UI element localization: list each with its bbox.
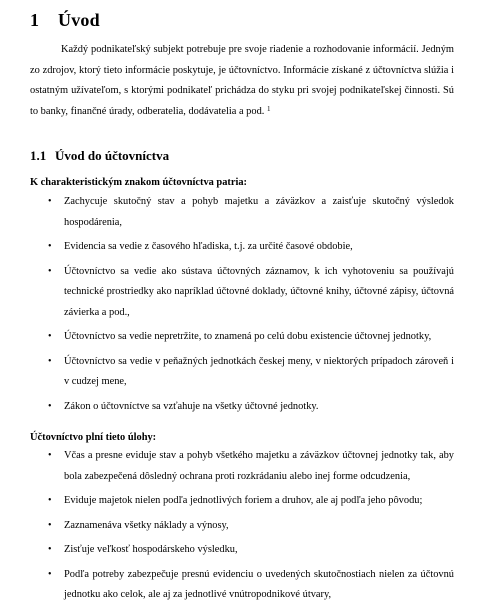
- tasks-list: [30, 446, 454, 610]
- list-item: [30, 397, 454, 418]
- list-item: [30, 565, 454, 606]
- list-item: [30, 327, 454, 348]
- list-item-text: Účtovníctvo sa vedie v peňažných jednotkách českej meny, v niektorých prípadoch zároveň i v cudzej mene,: [64, 355, 454, 387]
- bullet-icon: •: [48, 241, 52, 252]
- chapter-number: 1: [30, 10, 40, 30]
- footnote-marker[interactable]: 1: [266, 104, 271, 113]
- list-item-text: Podľa potreby zabezpečuje presnú evidenciu o uvedených skutočnostiach nielen za účtovnú jednotku ako celok, ale aj za jednotlivé vnútropodnikové útvary,: [64, 568, 454, 600]
- chapter-title: Úvod: [58, 10, 100, 30]
- bullet-icon: •: [48, 519, 52, 531]
- list-item: [30, 446, 454, 487]
- list-item-text: Evidencia sa vedie z časového hľadiska, t.j. za určité časové obdobie,: [64, 241, 353, 252]
- list-item-text: Zákon o účtovníctve sa vzťahuje na všetky účtovné jednotky.: [64, 400, 319, 412]
- section-title: Úvod do účtovníctva: [55, 148, 170, 163]
- list-item-text: Zaznamenáva všetky náklady a výnosy,: [64, 519, 229, 531]
- bullet-icon: •: [48, 450, 52, 461]
- list-item-text: Eviduje majetok nielen podľa jednotlivých foriem a druhov, ale aj podľa jeho pôvodu;: [64, 495, 423, 506]
- list-item: [30, 352, 454, 393]
- bullet-icon: •: [48, 568, 52, 580]
- bullet-icon: •: [48, 544, 52, 555]
- characteristics-list: [30, 192, 454, 421]
- bullet-icon: •: [48, 495, 52, 506]
- chapter-heading: [30, 10, 100, 31]
- list-item-text: Zachycuje skutočný stav a pohyb majetku a záväzkov a zaisťuje skutočný výsledok hospodárenia,: [64, 196, 454, 228]
- list-item-text: Účtovníctvo sa vedie nepretržite, to znamená po celú dobu existencie účtovnej jednotky,: [64, 331, 432, 342]
- section-heading: [30, 148, 169, 164]
- list-item-text: Zisťuje veľkosť hospodárskeho výsledku,: [64, 544, 238, 555]
- list-item: [30, 491, 454, 512]
- list-item: [30, 516, 454, 537]
- list-item-text: Včas a presne eviduje stav a pohyb všetkého majetku a záväzkov účtovnej jednotky tak, aby bola zabezpečená dôsledný ochrana proti rozkrádaniu alebo inej forme odcudzenia,: [64, 450, 454, 482]
- list-item: [30, 192, 454, 233]
- list-item: [30, 540, 454, 561]
- bullet-icon: •: [48, 331, 52, 342]
- section-number: 1.1: [30, 148, 47, 163]
- bullet-icon: •: [48, 355, 52, 367]
- bullet-icon: •: [48, 196, 52, 207]
- bullet-icon: •: [48, 400, 52, 412]
- tasks-heading: Účtovníctvo plní tieto úlohy:: [30, 432, 157, 443]
- intro-paragraph: [30, 40, 454, 122]
- list-item: [30, 262, 454, 324]
- characteristics-heading: K charakteristickým znakom účtovníctva patria:: [30, 177, 248, 188]
- list-item-text: Účtovníctvo sa vedie ako sústava účtovných záznamov, k ich vyhotoveniu sa používajú technické prostriedky ako napríklad účtovné doklady, účtovné knihy, účtovné zápisy, účtovná závierka a pod.,: [64, 265, 454, 318]
- intro-text: Každý podnikateľský subjekt potrebuje pre svoje riadenie a rozhodovanie informácií. Jedným zo zdrojov, ktorý tieto informácie poskytuje, je účtovníctvo. Informácie získané z účtovníctva slúžia i ostatným užívateľom, s ktorými podnikateľ prichádza do styku pri svojej podnikateľskej činnosti. Sú to banky, finančné úrady, odberatelia, dodávatelia a pod.: [30, 44, 454, 117]
- list-item: [30, 237, 454, 258]
- bullet-icon: •: [48, 265, 52, 277]
